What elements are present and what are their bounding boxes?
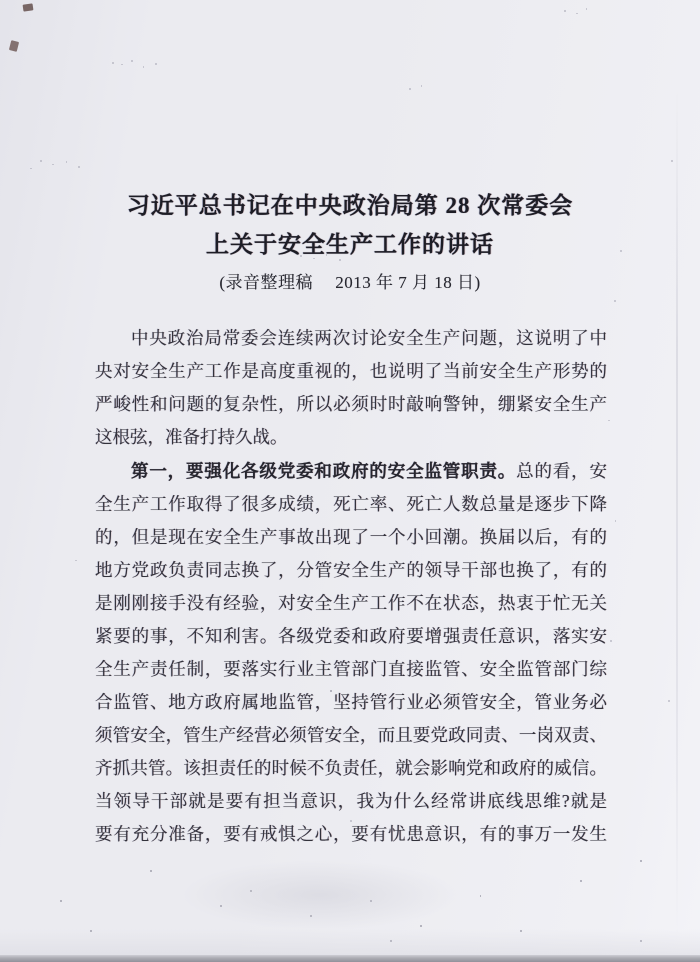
body-line: 合监管、地方政府属地监管，坚持管行业必须管安全，管业务必	[95, 692, 607, 712]
body-line: 要有充分准备，要有戒惧之心，要有忧患意识，有的事万一发生	[95, 824, 607, 844]
body-line: 全生产工作取得了很多成绩，死亡率、死亡人数总量是逐步下降	[95, 494, 607, 514]
body-line: 是刚刚接手没有经验，对安全生产工作不在状态，热衷于忙无关	[95, 593, 607, 613]
bold-lead-text: 第一，要强化各级党委和政府的安全监管职责。	[131, 461, 517, 481]
body-line: 齐抓共管。该担责任的时候不负责任，就会影响党和政府的威信。	[95, 758, 607, 778]
document-subtitle: (录音整理稿 2013 年 7 月 18 日)	[219, 273, 481, 292]
body-line: 央对安全生产工作是高度重视的，也说明了当前安全生产形势的	[95, 361, 607, 381]
corner-mark	[23, 3, 34, 11]
title-line-1: 习近平总书记在中央政治局第 28 次常委会	[126, 193, 574, 218]
body-line: 须管安全，管生产经营必须管安全，而且要党政同责、一岗双责、	[95, 725, 607, 745]
paragraph-1	[95, 322, 607, 454]
document-body	[95, 322, 607, 851]
body-line: 全生产责任制，要落实行业主管部门直接监管、安全监管部门综	[95, 659, 607, 679]
body-line: 中央政治局常委会连续两次讨论安全生产问题，这说明了中	[131, 328, 607, 348]
body-line: 的，但是现在安全生产事故出现了一个小回潮。换届以后，有的	[95, 527, 607, 547]
document-title	[0, 186, 700, 264]
body-line	[95, 455, 607, 488]
body-line: 这根弦，准备打持久战。	[95, 427, 288, 447]
scan-smudge	[180, 860, 460, 930]
lead-rest-text: 总的看，安	[516, 461, 608, 481]
body-line: 当领导干部就是要有担当意识，我为什么经常讲底线思维?就是	[95, 791, 607, 811]
paragraph-2	[95, 455, 607, 851]
body-line: 严峻性和问题的复杂性，所以必须时时敲响警钟，绷紧安全生产	[95, 394, 607, 414]
scan-bottom-shadow	[0, 929, 700, 955]
scan-bottom-edge	[0, 955, 700, 962]
body-line: 紧要的事，不知利害。各级党委和政府要增强责任意识，落实安	[95, 626, 607, 646]
body-line: 地方党政负责同志换了，分管安全生产的领导干部也换了，有的	[95, 560, 607, 580]
title-line-2: 上关于安全生产工作的讲话	[206, 232, 494, 257]
